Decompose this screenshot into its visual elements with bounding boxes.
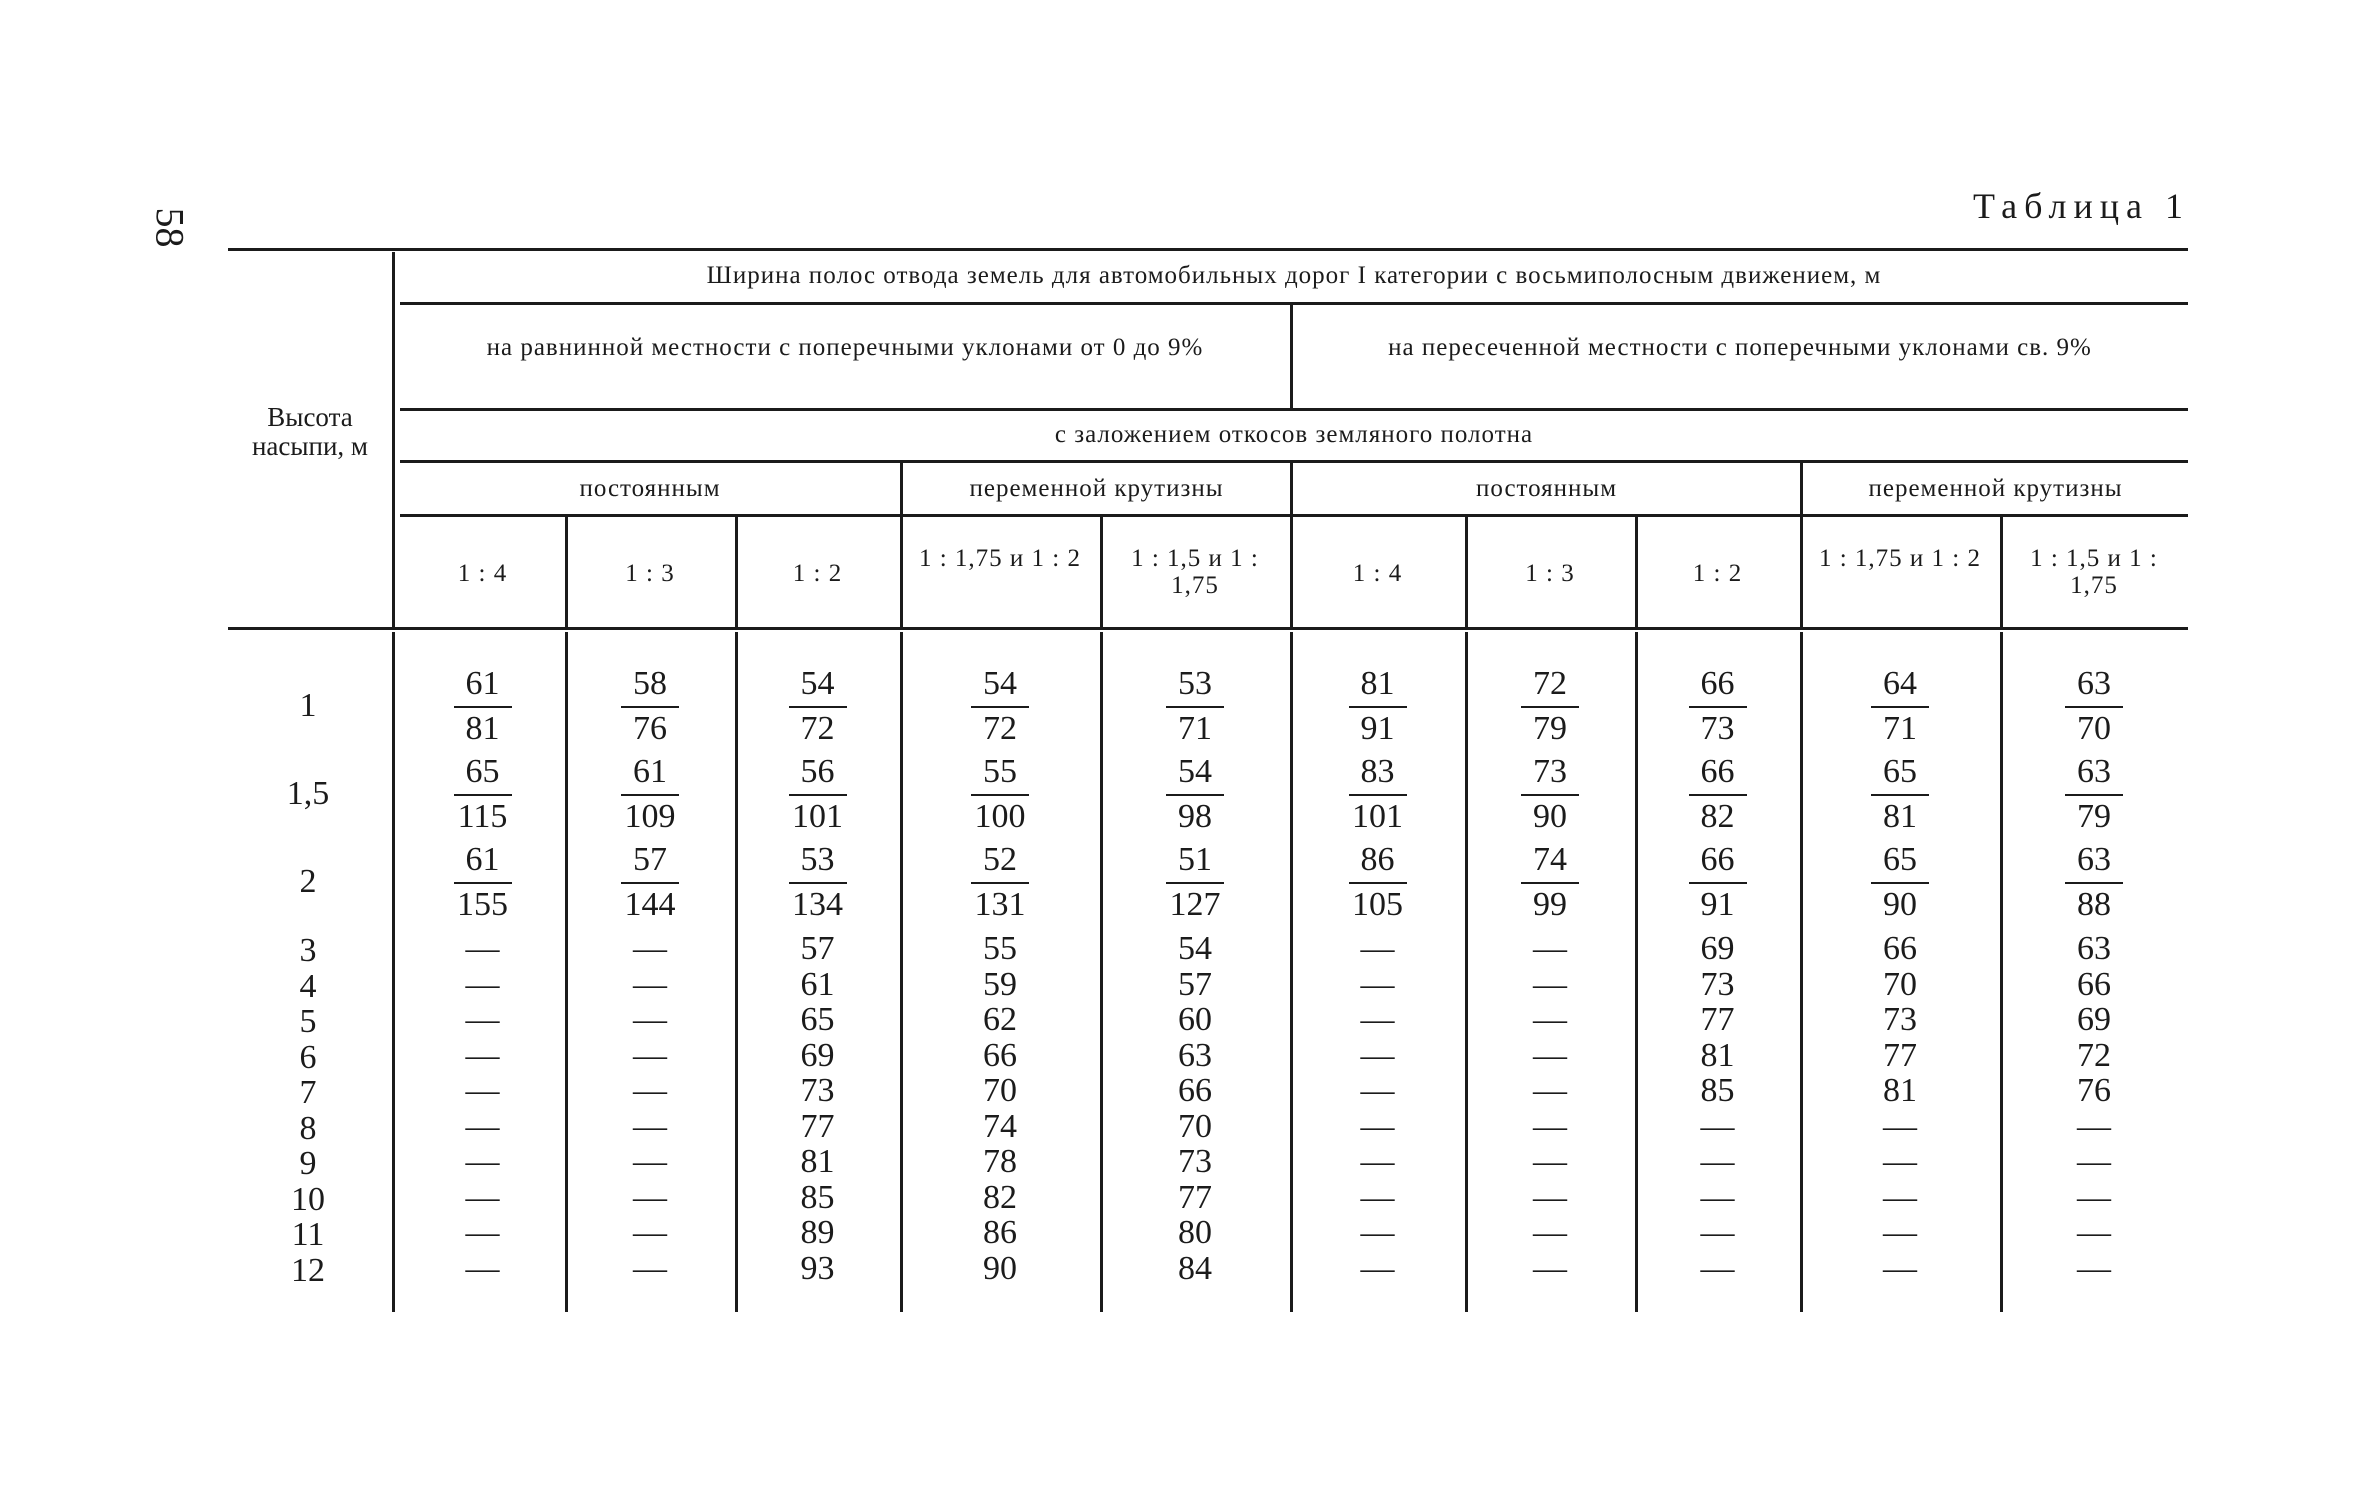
value-cell: 77 (1700, 1001, 1735, 1038)
value-cell: — (1533, 1143, 1567, 1180)
fraction-cell (1318, 665, 1438, 748)
fraction-denominator: 115 (457, 798, 508, 835)
terrain-divider (1290, 305, 1293, 408)
fraction-numerator: 72 (1533, 665, 1567, 702)
value-cell: — (1533, 1178, 1567, 1216)
fraction-cell (1135, 753, 1255, 836)
value-cell: 54 (1178, 930, 1212, 967)
value-cell: — (633, 1072, 667, 1109)
fraction-numerator: 65 (465, 753, 500, 790)
value-cell: — (465, 1214, 500, 1251)
value-cell: 73 (1700, 965, 1735, 1003)
value-cell: — (2077, 1107, 2111, 1145)
stub-header: Высота насыпи, м (251, 402, 369, 461)
value-cell: — (1883, 1178, 1917, 1216)
column-divider (900, 632, 903, 1312)
fraction-numerator: 74 (1533, 841, 1567, 878)
value-cell: 73 (1883, 1001, 1917, 1038)
fraction-numerator: 65 (1883, 841, 1917, 878)
fraction-numerator: 63 (2077, 841, 2111, 878)
stub-divider (392, 252, 395, 627)
column-divider (1635, 632, 1638, 1312)
fraction-numerator: 58 (633, 665, 667, 702)
value-cell: 57 (800, 930, 835, 967)
value-cell: — (633, 1036, 667, 1074)
fraction-numerator: 73 (1533, 753, 1567, 790)
fraction-cell (2034, 841, 2154, 924)
value-cell: — (1360, 965, 1395, 1003)
fraction-numerator: 81 (1360, 665, 1395, 702)
fraction-numerator: 61 (465, 841, 500, 878)
slope-ratio-header: 1 : 1,75 и 1 : 2 (1818, 545, 1982, 572)
fraction-cell (2034, 753, 2154, 836)
value-cell: — (633, 965, 667, 1003)
value-cell: — (2077, 1214, 2111, 1251)
fraction-cell (1840, 753, 1960, 836)
fraction-numerator: 61 (633, 753, 667, 790)
value-cell: 73 (1178, 1143, 1212, 1180)
value-cell: — (1360, 1178, 1395, 1216)
value-cell: 66 (1178, 1072, 1212, 1109)
flat-terrain-header: на равнинной местности с поперечными уклонами от 0 до 9% (486, 334, 1204, 361)
fraction-denominator: 88 (2077, 886, 2111, 923)
row-height-label: 8 (299, 1109, 317, 1147)
value-cell: — (633, 1143, 667, 1180)
row-height-label: 10 (291, 1180, 325, 1218)
variable-slope-header-2: переменной крутизны (1868, 475, 2123, 502)
fraction-cell (2034, 665, 2154, 748)
fraction-cell (1490, 753, 1610, 836)
fraction-numerator: 63 (2077, 665, 2111, 702)
fraction-denominator: 134 (792, 886, 843, 923)
table-title: Таблица 1 (1973, 186, 2190, 226)
value-cell: 89 (800, 1214, 835, 1251)
slope-ratio-header: 1 : 3 (625, 560, 675, 587)
slope-ratio-header: 1 : 1,5 и 1 : 1,75 (2030, 545, 2158, 599)
fraction-numerator: 61 (465, 665, 500, 702)
value-cell: — (1360, 1143, 1395, 1180)
value-cell: 80 (1178, 1214, 1212, 1251)
fraction-numerator: 66 (1700, 665, 1735, 702)
row-height-label: 1,5 (286, 775, 330, 812)
row-height-label: 2 (299, 863, 317, 900)
fraction-cell (940, 841, 1060, 924)
value-cell: 77 (800, 1107, 835, 1145)
value-cell: — (633, 1001, 667, 1038)
value-cell: 85 (800, 1178, 835, 1216)
fraction-denominator: 127 (1169, 886, 1221, 923)
value-cell: 65 (800, 1001, 835, 1038)
row-height-label: 12 (291, 1251, 325, 1289)
value-cell: — (1533, 1072, 1567, 1109)
slope-ratio-header: 1 : 4 (1352, 560, 1403, 587)
fraction-cell (1135, 841, 1255, 924)
slope-ratio-header: 1 : 1,5 и 1 : 1,75 (1131, 545, 1259, 599)
fraction-cell (1840, 841, 1960, 924)
fraction-cell (423, 753, 543, 836)
slope-ratio-header: 1 : 4 (457, 560, 508, 587)
value-cell: — (633, 930, 667, 967)
value-cell: 66 (983, 1036, 1017, 1074)
value-cell: 55 (983, 930, 1017, 967)
fraction-denominator: 91 (1700, 886, 1735, 923)
value-cell: 62 (983, 1001, 1017, 1038)
value-cell: — (465, 1178, 500, 1216)
column-divider (2000, 632, 2003, 1312)
value-cell: 73 (800, 1072, 835, 1109)
fraction-cell (1840, 665, 1960, 748)
slope-ratio-header: 1 : 3 (1525, 560, 1575, 587)
fraction-cell (758, 665, 878, 748)
fraction-numerator: 54 (800, 665, 835, 702)
value-cell: 66 (2077, 965, 2111, 1003)
value-cell: — (465, 1001, 500, 1038)
fraction-numerator: 54 (983, 665, 1017, 702)
row-height-label: 6 (299, 1038, 317, 1076)
value-cell: 85 (1700, 1072, 1735, 1109)
fraction-cell (590, 665, 710, 748)
ratio-divider (1465, 517, 1468, 627)
fraction-denominator: 131 (974, 886, 1026, 923)
value-cell: 69 (2077, 1001, 2111, 1038)
fraction-denominator: 90 (1533, 798, 1567, 835)
value-cell: 72 (2077, 1036, 2111, 1074)
value-cell: 90 (983, 1249, 1017, 1287)
value-cell: 77 (1178, 1178, 1212, 1216)
fraction-denominator: 79 (1533, 710, 1567, 747)
value-cell: — (1533, 965, 1567, 1003)
slopes-header: с заложением откосов земляного полотна (1054, 421, 1534, 448)
value-cell: 66 (1883, 930, 1917, 967)
fraction-cell (758, 841, 878, 924)
rough-terrain-header: на пересеченной местности с поперечными уклонами св. 9% (1388, 334, 2092, 361)
stub-divider-body (392, 632, 395, 1312)
value-cell: — (1533, 1249, 1567, 1287)
value-cell: 74 (983, 1107, 1017, 1145)
column-divider (1100, 632, 1103, 1312)
value-cell: — (1883, 1143, 1917, 1180)
table-top-rule (228, 248, 2188, 251)
value-cell: — (1533, 930, 1567, 967)
fraction-numerator: 53 (800, 841, 835, 878)
column-divider (1465, 632, 1468, 1312)
value-cell: — (1533, 1001, 1567, 1038)
fraction-denominator: 101 (792, 798, 843, 835)
column-divider (735, 632, 738, 1312)
fraction-numerator: 66 (1700, 841, 1735, 878)
column-divider (1290, 632, 1293, 1312)
constant-slope-header-1: постоянным (579, 475, 721, 502)
fraction-denominator: 73 (1700, 710, 1735, 747)
fraction-numerator: 52 (983, 841, 1017, 878)
fraction-numerator: 54 (1178, 753, 1212, 790)
value-cell: — (465, 1107, 500, 1145)
value-cell: — (465, 1072, 500, 1109)
row-height-label: 7 (299, 1074, 317, 1111)
value-cell: 77 (1883, 1036, 1917, 1074)
fraction-cell (423, 665, 543, 748)
fraction-denominator: 71 (1178, 710, 1212, 747)
rule-under-terrain (400, 408, 2188, 411)
value-cell: — (1360, 930, 1395, 967)
slope-ratio-header: 1 : 1,75 и 1 : 2 (918, 545, 1082, 572)
value-cell: 61 (800, 965, 835, 1003)
value-cell: 81 (1700, 1036, 1735, 1074)
fraction-denominator: 72 (983, 710, 1017, 747)
value-cell: — (633, 1178, 667, 1216)
fraction-cell (1490, 665, 1610, 748)
value-cell: 78 (983, 1143, 1017, 1180)
fraction-cell (1318, 841, 1438, 924)
fraction-cell (1658, 753, 1778, 836)
row-height-label: 3 (299, 932, 317, 969)
value-cell: 57 (1178, 965, 1212, 1003)
row-height-label: 11 (291, 1216, 325, 1253)
fraction-cell (423, 841, 543, 924)
value-cell: 76 (2077, 1072, 2111, 1109)
column-divider (1800, 632, 1803, 1312)
value-cell: 69 (800, 1036, 835, 1074)
rule-under-main-header (400, 302, 2188, 305)
fraction-denominator: 144 (624, 886, 676, 923)
value-cell: — (1700, 1249, 1735, 1287)
value-cell: 93 (800, 1249, 835, 1287)
value-cell: — (1533, 1107, 1567, 1145)
fraction-denominator: 76 (633, 710, 667, 747)
value-cell: 82 (983, 1178, 1017, 1216)
ratio-divider (1635, 517, 1638, 627)
fraction-numerator: 83 (1360, 753, 1395, 790)
value-cell: — (465, 1249, 500, 1287)
fraction-cell (590, 841, 710, 924)
page-number: 58 (147, 207, 193, 248)
variable-slope-header-1: переменной крутизны (969, 475, 1224, 502)
fraction-cell (1135, 665, 1255, 748)
fraction-numerator: 64 (1883, 665, 1917, 702)
value-cell: — (1533, 1214, 1567, 1251)
value-cell: — (2077, 1178, 2111, 1216)
main-header: Ширина полос отвода земель для автомобильных дорог I категории с восьмиполосным движением, м (706, 262, 1882, 289)
ratio-divider (1100, 517, 1103, 627)
value-cell: 70 (1883, 965, 1917, 1003)
fraction-denominator: 81 (465, 710, 500, 747)
value-cell: — (465, 1036, 500, 1074)
rule-under-slope-types (400, 514, 2188, 517)
fraction-numerator: 53 (1178, 665, 1212, 702)
fraction-denominator: 155 (457, 886, 508, 923)
value-cell: 70 (1178, 1107, 1212, 1145)
fraction-cell (1658, 841, 1778, 924)
value-cell: — (1360, 1036, 1395, 1074)
fraction-numerator: 63 (2077, 753, 2111, 790)
value-cell: 69 (1700, 930, 1735, 967)
constant-slope-header-2: постоянным (1475, 475, 1618, 502)
value-cell: — (1360, 1214, 1395, 1251)
value-cell: — (633, 1249, 667, 1287)
value-cell: — (1883, 1249, 1917, 1287)
value-cell: — (633, 1107, 667, 1145)
ratio-divider (2000, 517, 2003, 627)
fraction-numerator: 56 (800, 753, 835, 790)
value-cell: — (1883, 1107, 1917, 1145)
fraction-denominator: 82 (1700, 798, 1735, 835)
fraction-numerator: 55 (983, 753, 1017, 790)
fraction-denominator: 99 (1533, 886, 1567, 923)
value-cell: — (1360, 1001, 1395, 1038)
ratio-divider (565, 517, 568, 627)
fraction-denominator: 98 (1178, 798, 1212, 835)
value-cell: — (1360, 1072, 1395, 1109)
value-cell: 70 (983, 1072, 1017, 1109)
row-height-label: 5 (299, 1003, 317, 1040)
value-cell: 81 (1883, 1072, 1917, 1109)
fraction-cell (1318, 753, 1438, 836)
value-cell: — (2077, 1249, 2111, 1287)
slope-ratio-header: 1 : 2 (1692, 560, 1743, 587)
value-cell: — (2077, 1143, 2111, 1180)
ratio-divider (735, 517, 738, 627)
value-cell: — (465, 1143, 500, 1180)
value-cell: — (1360, 1107, 1395, 1145)
row-height-label: 1 (299, 687, 317, 724)
value-cell: — (1883, 1214, 1917, 1251)
fraction-denominator: 72 (800, 710, 835, 747)
value-cell: — (1700, 1107, 1735, 1145)
fraction-denominator: 71 (1883, 710, 1917, 747)
fraction-cell (758, 753, 878, 836)
value-cell: 59 (983, 965, 1017, 1003)
value-cell: 63 (1178, 1036, 1212, 1074)
rule-under-slopes (400, 460, 2188, 463)
value-cell: 60 (1178, 1001, 1212, 1038)
value-cell: — (1700, 1214, 1735, 1251)
fraction-cell (940, 665, 1060, 748)
fraction-denominator: 81 (1883, 798, 1917, 835)
header-bottom-rule (228, 627, 2188, 630)
fraction-denominator: 100 (974, 798, 1026, 835)
fraction-numerator: 57 (633, 841, 667, 878)
value-cell: — (465, 930, 500, 967)
fraction-cell (1490, 841, 1610, 924)
value-cell: — (1533, 1036, 1567, 1074)
value-cell: — (1700, 1178, 1735, 1216)
fraction-numerator: 66 (1700, 753, 1735, 790)
fraction-denominator: 91 (1360, 710, 1395, 747)
value-cell: 81 (800, 1143, 835, 1180)
slope-ratio-header: 1 : 2 (792, 560, 843, 587)
value-cell: 84 (1178, 1249, 1212, 1287)
fraction-cell (590, 753, 710, 836)
fraction-numerator: 86 (1360, 841, 1395, 878)
row-height-label: 9 (299, 1145, 317, 1182)
value-cell: — (633, 1214, 667, 1251)
value-cell: 86 (983, 1214, 1017, 1251)
fraction-denominator: 90 (1883, 886, 1917, 923)
value-cell: — (1360, 1249, 1395, 1287)
fraction-denominator: 105 (1352, 886, 1403, 923)
column-divider (565, 632, 568, 1312)
fraction-denominator: 79 (2077, 798, 2111, 835)
fraction-numerator: 65 (1883, 753, 1917, 790)
fraction-numerator: 51 (1178, 841, 1212, 878)
value-cell: — (1700, 1143, 1735, 1180)
fraction-denominator: 70 (2077, 710, 2111, 747)
value-cell: 63 (2077, 930, 2111, 967)
value-cell: — (465, 965, 500, 1003)
fraction-cell (940, 753, 1060, 836)
fraction-denominator: 109 (624, 798, 676, 835)
fraction-denominator: 101 (1352, 798, 1403, 835)
fraction-cell (1658, 665, 1778, 748)
row-height-label: 4 (299, 967, 317, 1005)
